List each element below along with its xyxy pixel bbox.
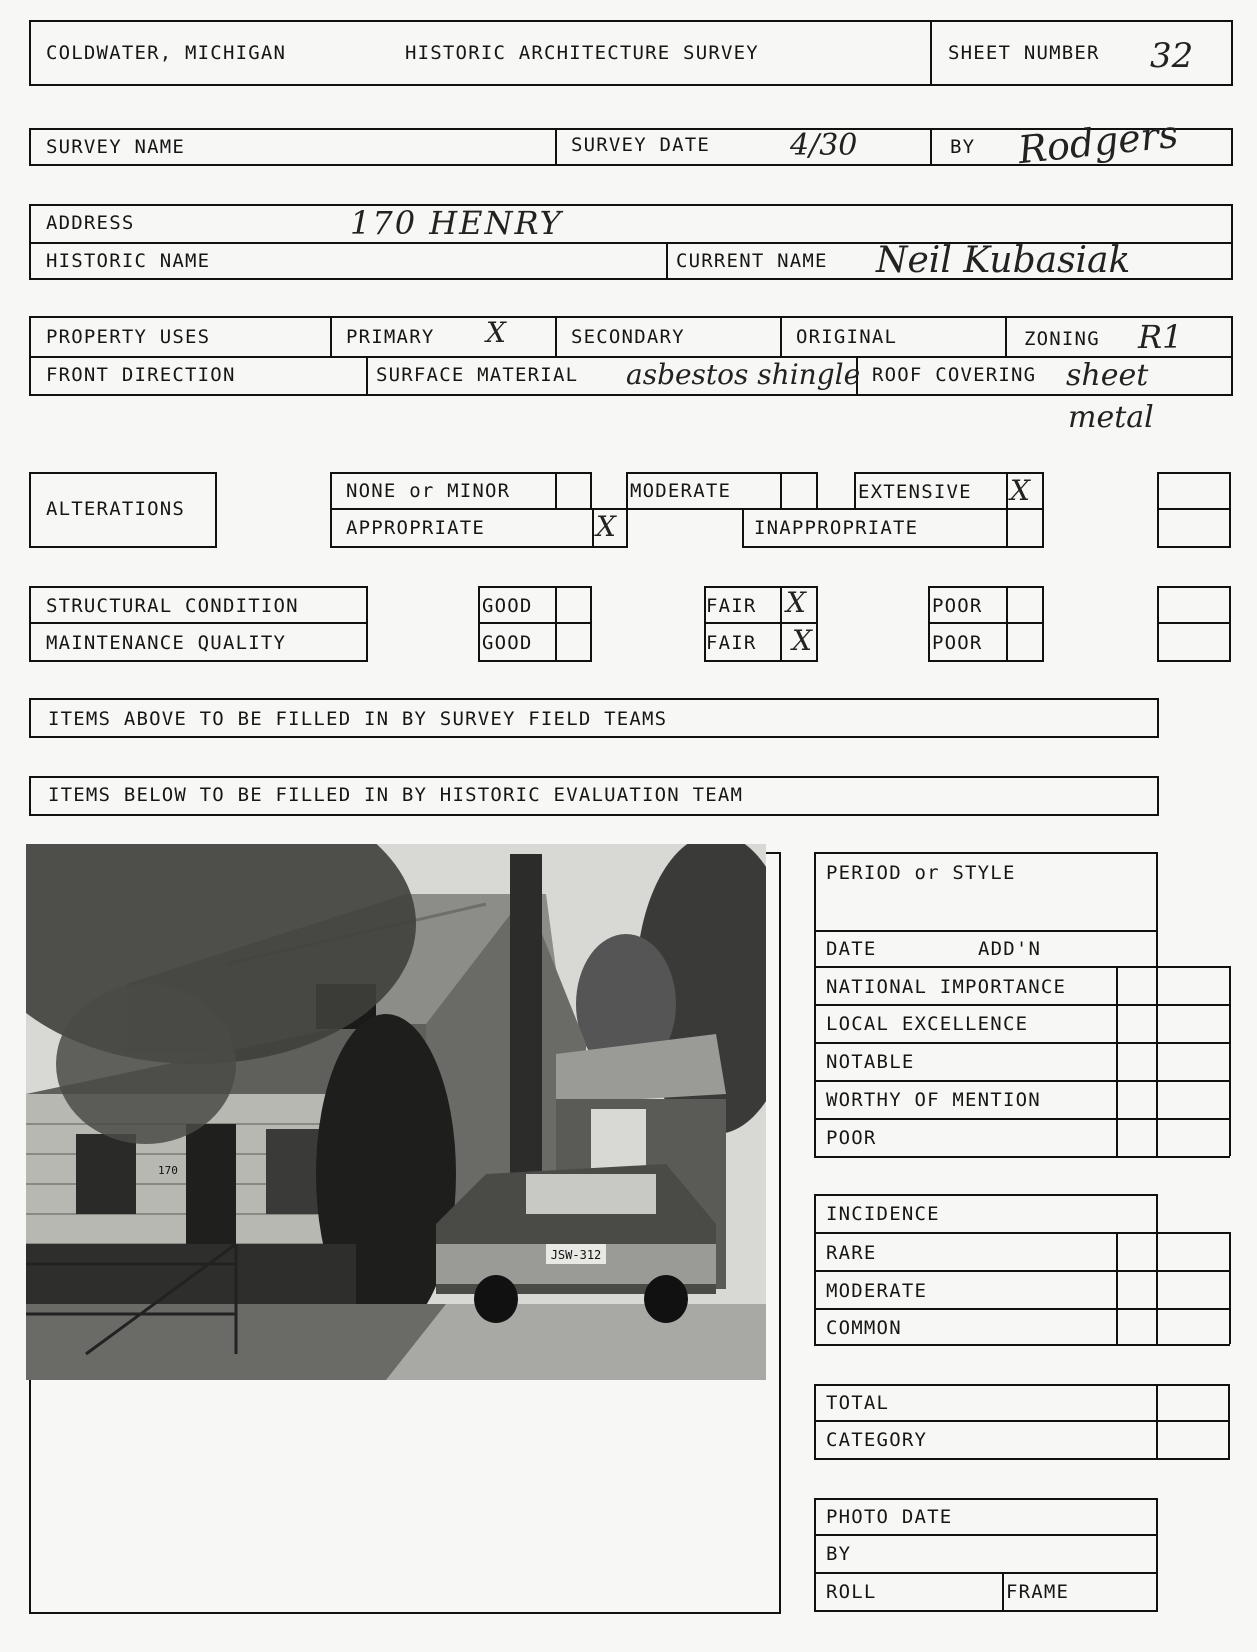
structural-fair-label: FAIR xyxy=(706,595,757,617)
property-uses-label: PROPERTY USES xyxy=(46,326,211,348)
divider xyxy=(1229,966,1231,1156)
worthy-of-mention-label: WORTHY OF MENTION xyxy=(826,1089,1041,1111)
photo-date-label: PHOTO DATE xyxy=(826,1506,953,1528)
zoning-label: ZONING xyxy=(1024,328,1100,350)
evaluation-poor-label: POOR xyxy=(826,1127,877,1149)
date-label: DATE xyxy=(826,938,877,960)
divider xyxy=(1116,1344,1230,1346)
primary-mark[interactable]: X xyxy=(486,316,506,349)
divider xyxy=(930,128,932,166)
divider xyxy=(1002,1572,1004,1612)
form-title: HISTORIC ARCHITECTURE SURVEY xyxy=(405,42,759,64)
divider xyxy=(666,242,668,280)
divider xyxy=(555,128,557,166)
total-label: TOTAL xyxy=(826,1392,890,1414)
house-photo xyxy=(26,844,766,1380)
period-style-label: PERIOD or STYLE xyxy=(826,862,1016,884)
divider xyxy=(1005,316,1007,356)
survey-date-value[interactable]: 4/30 xyxy=(790,128,858,163)
divider xyxy=(814,1042,1230,1044)
maintenance-fair-mark[interactable]: X xyxy=(792,624,812,657)
divider xyxy=(814,1232,1230,1234)
maintenance-good-label: GOOD xyxy=(482,632,533,654)
divider xyxy=(592,508,594,548)
divider xyxy=(1157,508,1231,510)
roof-covering-value-2[interactable]: metal xyxy=(1068,400,1154,435)
house-number-text: 170 xyxy=(158,1164,178,1177)
divider xyxy=(29,622,368,624)
maintenance-poor-label: POOR xyxy=(932,632,983,654)
survey-date-label: SURVEY DATE xyxy=(571,134,711,156)
inappropriate-label: INAPPROPRIATE xyxy=(754,517,919,539)
roof-covering-label: ROOF COVERING xyxy=(872,364,1037,386)
sheet-number-label: SHEET NUMBER xyxy=(948,42,1100,64)
divider xyxy=(780,316,782,356)
divider xyxy=(814,1572,1158,1574)
current-name-label: CURRENT NAME xyxy=(676,250,828,272)
divider xyxy=(814,1534,1158,1536)
divider xyxy=(814,1004,1230,1006)
primary-label: PRIMARY xyxy=(346,326,435,348)
divider xyxy=(1116,966,1118,1156)
divider xyxy=(814,1420,1230,1422)
appropriate-label: APPROPRIATE xyxy=(346,517,486,539)
incidence-moderate-label: MODERATE xyxy=(826,1280,928,1302)
divider xyxy=(555,316,557,356)
condition-score-box xyxy=(1157,586,1231,662)
alterations-label: ALTERATIONS xyxy=(46,498,186,520)
divider xyxy=(1229,1232,1231,1344)
original-label: ORIGINAL xyxy=(796,326,898,348)
divider xyxy=(1116,1232,1118,1344)
roll-label: ROLL xyxy=(826,1581,877,1603)
incidence-label: INCIDENCE xyxy=(826,1203,940,1225)
divider xyxy=(780,472,782,510)
category-label: CATEGORY xyxy=(826,1429,928,1451)
divider xyxy=(1157,622,1231,624)
divider xyxy=(814,1270,1230,1272)
divider xyxy=(780,586,782,662)
addn-label: ADD'N xyxy=(978,938,1042,960)
frame-label: FRAME xyxy=(1006,1581,1070,1603)
alterations-score-box xyxy=(1157,472,1231,548)
maintenance-fair-label: FAIR xyxy=(706,632,757,654)
appropriate-mark[interactable]: X xyxy=(596,510,616,543)
address-label: ADDRESS xyxy=(46,212,135,234)
items-above-note: ITEMS ABOVE TO BE FILLED IN BY SURVEY FIELD TEAMS xyxy=(48,708,668,730)
national-importance-label: NATIONAL IMPORTANCE xyxy=(826,976,1067,998)
survey-by-value[interactable]: Rodgers xyxy=(1016,111,1181,173)
structural-good-label: GOOD xyxy=(482,595,533,617)
roof-covering-value-1[interactable]: sheet xyxy=(1066,358,1149,393)
divider xyxy=(1156,1384,1158,1460)
extensive-label: EXTENSIVE xyxy=(858,481,972,503)
divider xyxy=(1006,586,1008,662)
notable-label: NOTABLE xyxy=(826,1051,915,1073)
divider xyxy=(366,356,368,396)
city-label: COLDWATER, MICHIGAN xyxy=(46,42,287,64)
divider xyxy=(330,316,332,356)
survey-by-label: BY xyxy=(950,136,976,158)
surface-material-value[interactable]: asbestos shingle xyxy=(626,358,861,391)
divider xyxy=(814,1118,1230,1120)
front-direction-label: FRONT DIRECTION xyxy=(46,364,236,386)
structural-poor-label: POOR xyxy=(932,595,983,617)
divider xyxy=(928,622,1044,624)
common-label: COMMON xyxy=(826,1317,902,1339)
divider xyxy=(555,472,557,510)
rare-label: RARE xyxy=(826,1242,877,1264)
none-minor-label: NONE or MINOR xyxy=(346,480,511,502)
items-below-note: ITEMS BELOW TO BE FILLED IN BY HISTORIC EVALUATION TEAM xyxy=(48,784,744,806)
divider xyxy=(930,20,932,86)
local-excellence-label: LOCAL EXCELLENCE xyxy=(826,1013,1029,1035)
divider xyxy=(814,966,1230,968)
address-value[interactable]: 170 HENRY xyxy=(350,204,563,242)
historic-name-label: HISTORIC NAME xyxy=(46,250,211,272)
divider xyxy=(814,1308,1230,1310)
moderate-alt-label: MODERATE xyxy=(630,480,732,502)
evaluation-box xyxy=(814,930,1158,1158)
current-name-value[interactable]: Neil Kubasiak xyxy=(876,240,1131,281)
sheet-number-value[interactable]: 32 xyxy=(1150,36,1194,76)
secondary-label: SECONDARY xyxy=(571,326,685,348)
maintenance-quality-label: MAINTENANCE QUALITY xyxy=(46,632,287,654)
photo-by-label: BY xyxy=(826,1543,852,1565)
extensive-mark[interactable]: X xyxy=(1010,474,1030,507)
divider xyxy=(814,1080,1230,1082)
structural-condition-label: STRUCTURAL CONDITION xyxy=(46,595,299,617)
license-plate-text: JSW-312 xyxy=(550,1248,602,1262)
surface-material-label: SURFACE MATERIAL xyxy=(376,364,579,386)
divider xyxy=(478,622,592,624)
divider xyxy=(555,586,557,662)
structural-fair-mark[interactable]: X xyxy=(786,586,806,619)
divider xyxy=(1116,1156,1230,1158)
zoning-value[interactable]: R1 xyxy=(1138,318,1183,356)
survey-name-label: SURVEY NAME xyxy=(46,136,186,158)
